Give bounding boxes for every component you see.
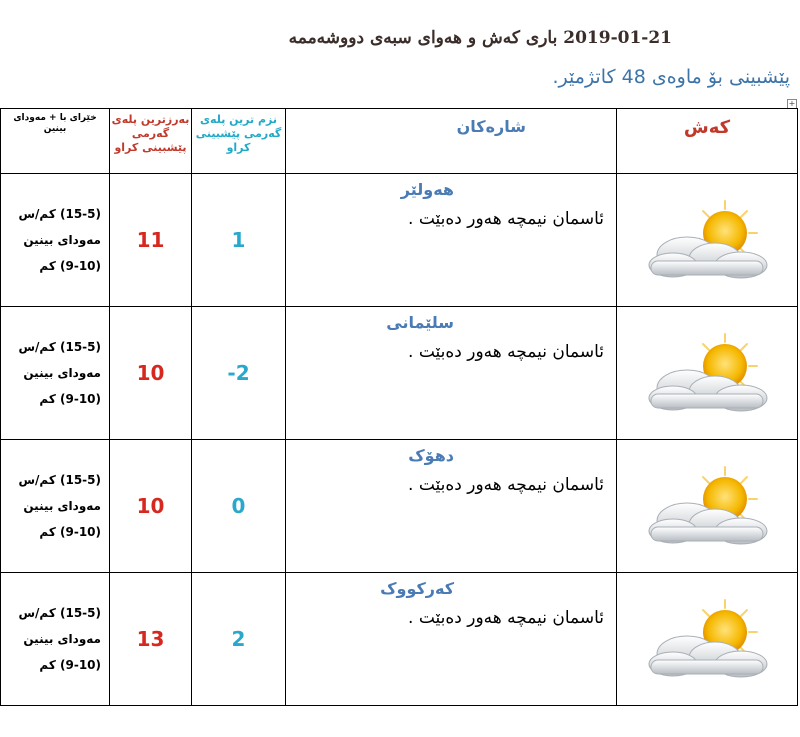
visibility-label: مەودای بینین: [23, 632, 101, 646]
max-temp-value: 10: [110, 307, 192, 440]
max-temp-value: 10: [110, 440, 192, 573]
wind-speed: (15-5) کم/س: [18, 606, 101, 620]
max-temp-value: 11: [110, 174, 192, 307]
wind-visibility-cell: [1, 307, 110, 440]
table-header-row: [1, 109, 798, 174]
city-cell: [286, 573, 617, 706]
forecast-table: [0, 108, 798, 706]
column-header-min-temp: نزم ترین پلەی گەرمی پێشبینی کراو: [192, 109, 286, 174]
min-temp-value: 1: [192, 174, 286, 307]
wind-visibility-cell: [1, 573, 110, 706]
table-row: [1, 174, 798, 307]
weather-icon-cell: [617, 307, 798, 440]
city-cell: [286, 174, 617, 307]
title-heading: باری کەش و هەوای سبەی دووشەممە: [288, 28, 558, 48]
partly-cloudy-icon: [637, 461, 777, 551]
min-temp-value: -2: [192, 307, 286, 440]
visibility-label: مەودای بینین: [23, 499, 101, 513]
partly-cloudy-icon: [637, 328, 777, 418]
weather-icon-cell: [617, 573, 798, 706]
wind-speed: (15-5) کم/س: [18, 473, 101, 487]
city-cell: [286, 307, 617, 440]
partly-cloudy-icon: [637, 594, 777, 684]
table-row: [1, 573, 798, 706]
wind-visibility-cell: [1, 174, 110, 307]
city-name: سلێمانی: [386, 313, 454, 332]
wind-visibility-cell: [1, 440, 110, 573]
column-header-cities: شارەکان: [286, 109, 617, 174]
wind-speed: (15-5) کم/س: [18, 207, 101, 221]
city-name: دهۆک: [408, 446, 454, 465]
min-temp-value: 0: [192, 440, 286, 573]
column-header-weather: کەش: [617, 109, 798, 174]
weather-condition: ئاسمان نیمچە هەور دەبێت .: [408, 475, 604, 495]
min-temp-value: 2: [192, 573, 286, 706]
visibility-range: (9-10) کم: [39, 259, 101, 273]
table-move-handle-icon[interactable]: +: [788, 99, 796, 108]
weather-condition: ئاسمان نیمچە هەور دەبێت .: [408, 608, 604, 628]
weather-condition: ئاسمان نیمچە هەور دەبێت .: [408, 209, 604, 229]
page-title: [0, 28, 690, 48]
weather-icon-cell: [617, 174, 798, 307]
column-header-wind: خێرای با + مەودای بینین: [1, 109, 110, 174]
visibility-range: (9-10) کم: [39, 658, 101, 672]
title-date: 2019-01-21: [563, 28, 672, 48]
max-temp-value: 13: [110, 573, 192, 706]
table-row: [1, 440, 798, 573]
weather-icon-cell: [617, 440, 798, 573]
page-subtitle: پێشبینی بۆ ماوەی 48 کاتژمێر.: [552, 66, 790, 88]
weather-condition: ئاسمان نیمچە هەور دەبێت .: [408, 342, 604, 362]
wind-speed: (15-5) کم/س: [18, 340, 101, 354]
city-name: کەرکووک: [380, 579, 454, 598]
table-row: [1, 307, 798, 440]
partly-cloudy-icon: [637, 195, 777, 285]
city-name: هەولێر: [400, 180, 454, 199]
city-cell: [286, 440, 617, 573]
column-header-max-temp: بەرزترین پلەی گەرمی پێشبینی کراو: [110, 109, 192, 174]
visibility-label: مەودای بینین: [23, 233, 101, 247]
visibility-range: (9-10) کم: [39, 525, 101, 539]
visibility-label: مەودای بینین: [23, 366, 101, 380]
visibility-range: (9-10) کم: [39, 392, 101, 406]
